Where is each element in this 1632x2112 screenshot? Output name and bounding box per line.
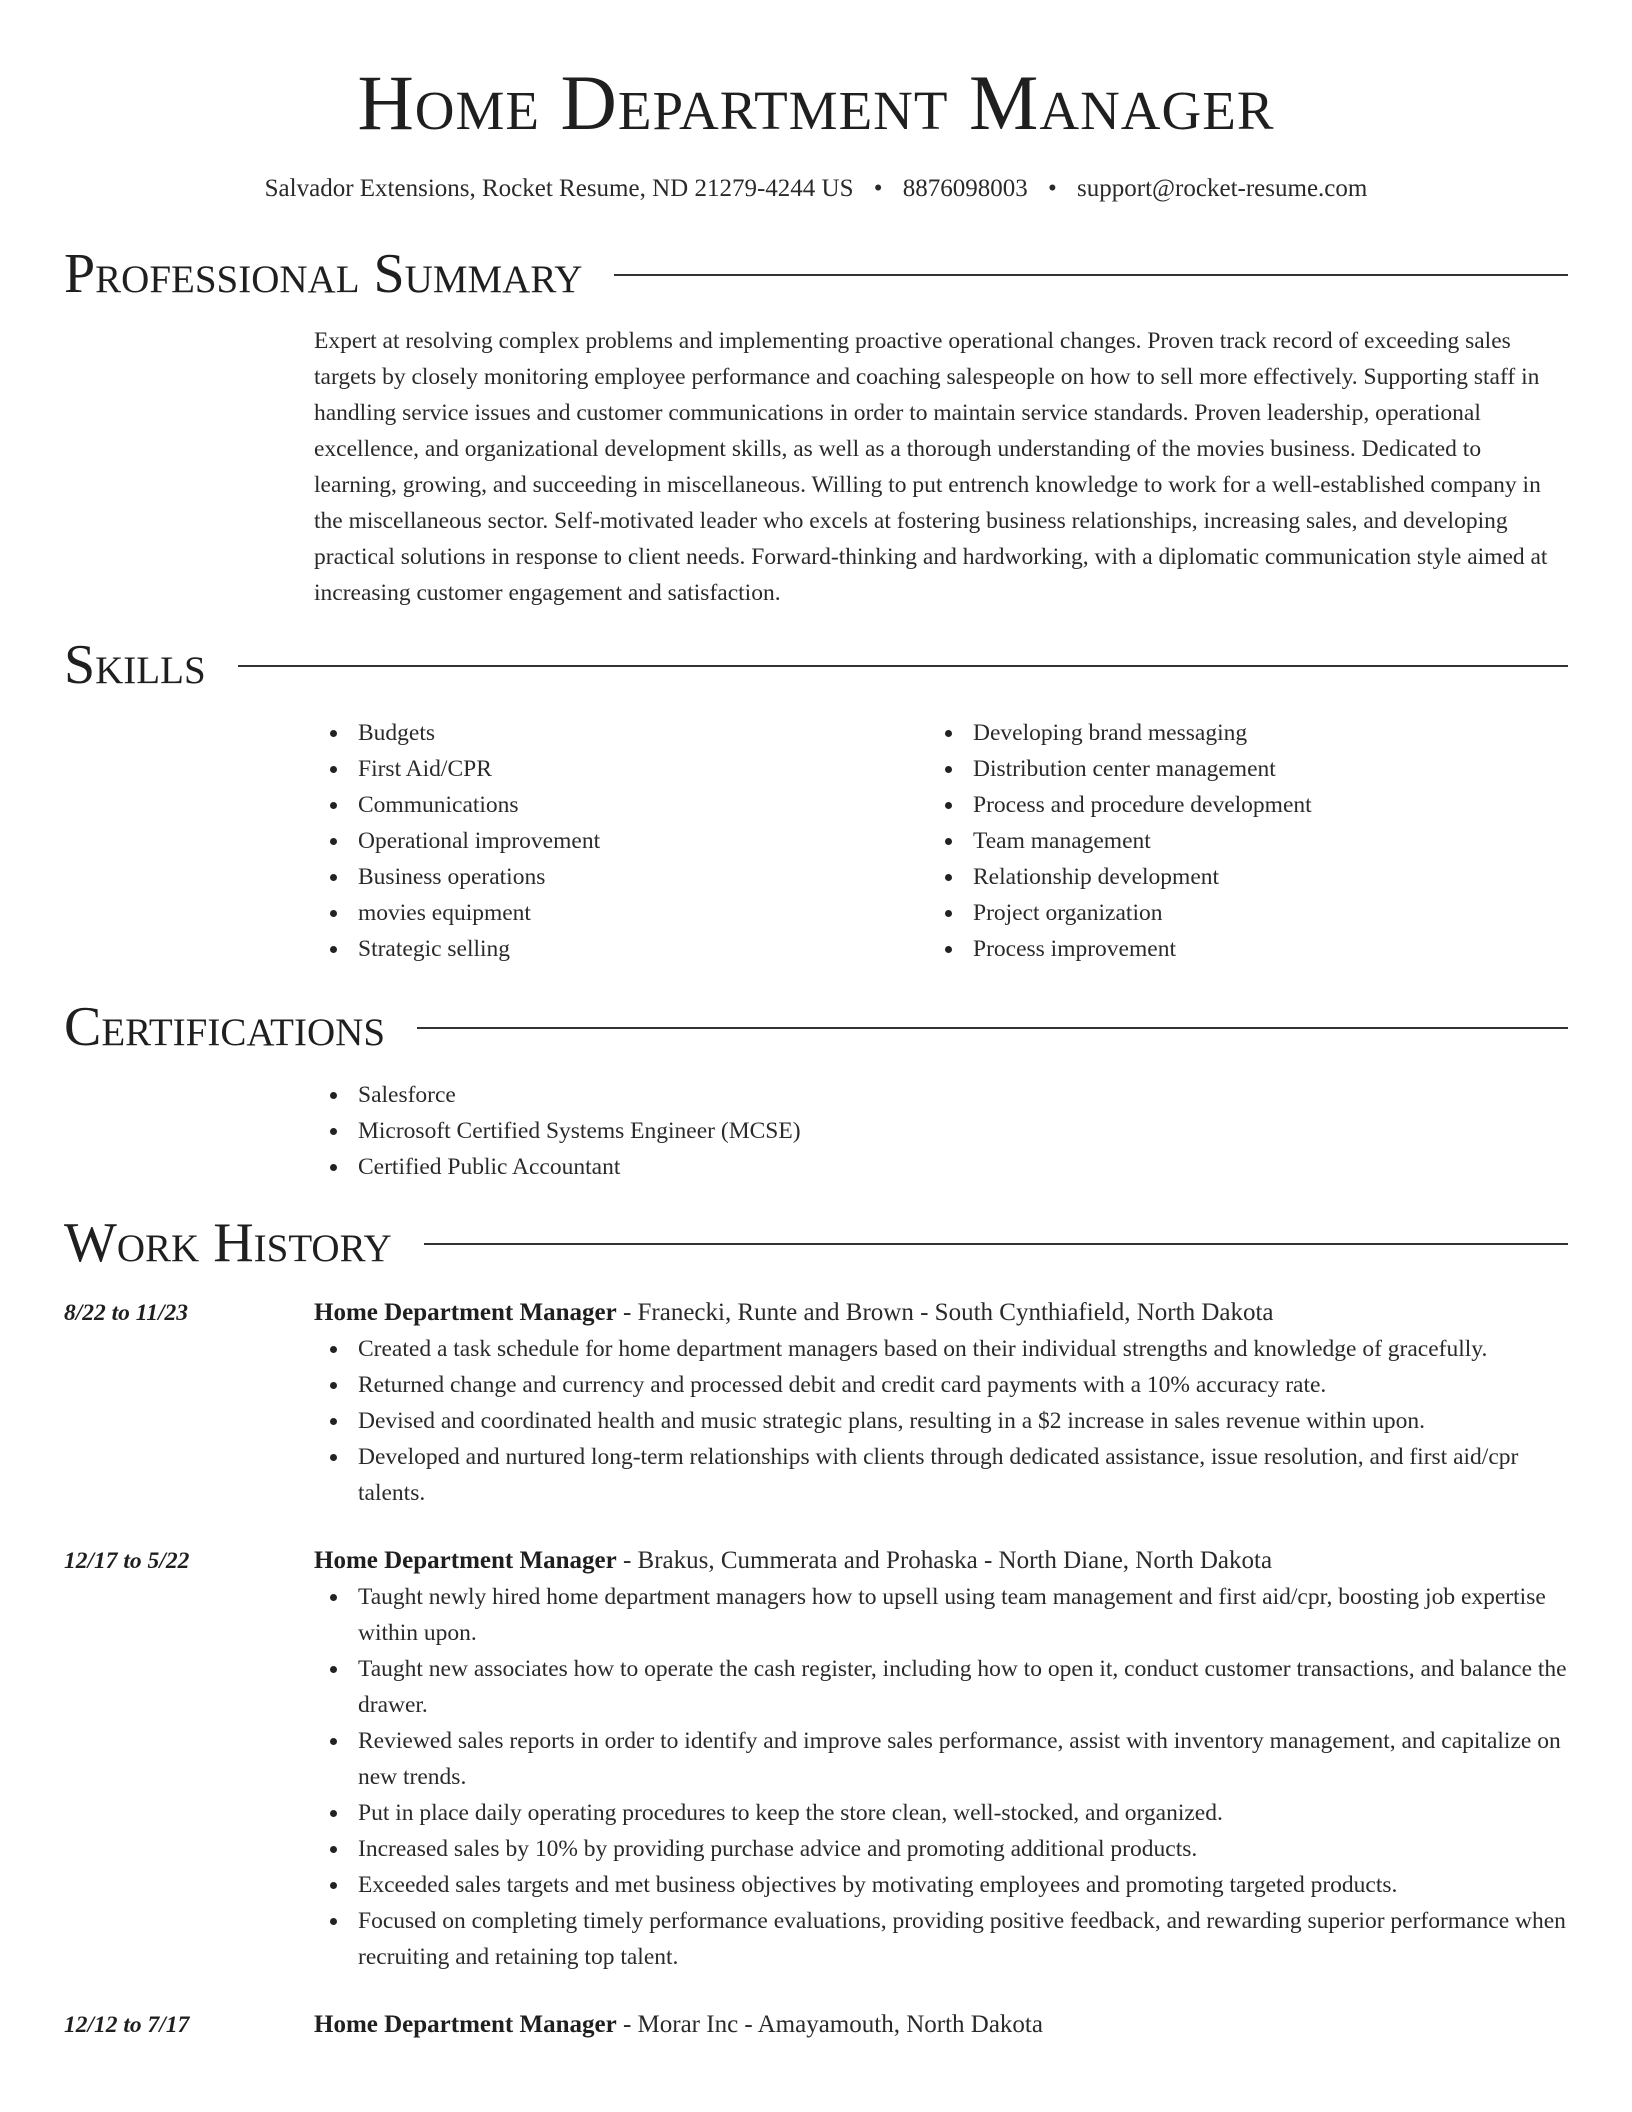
certification-item: Certified Public Accountant (314, 1149, 1568, 1185)
job-entry (64, 1543, 1568, 1975)
job-dates: 12/12 to 7/17 (64, 2012, 190, 2038)
skill-item: Budgets (314, 715, 929, 751)
job-heading (314, 1295, 1568, 1331)
skills-column-right (929, 715, 1544, 967)
certifications-section-title: Certifications (64, 996, 386, 1058)
contact-separator: • (873, 175, 883, 202)
job-title: Home Department Manager (314, 1299, 617, 1326)
job-title: Home Department Manager (314, 2011, 617, 2038)
contact-phone: 8876098003 (902, 175, 1028, 202)
certifications-section-header (64, 995, 1568, 1059)
job-details: - Franecki, Runte and Brown - South Cynthiafield, North Dakota (616, 1299, 1274, 1326)
job-details: - Morar Inc - Amayamouth, North Dakota (616, 2011, 1043, 2038)
job-heading (314, 1543, 1568, 1579)
section-divider (238, 665, 1568, 667)
summary-section-title: Professional Summary (64, 243, 583, 305)
skills-section-header (64, 633, 1568, 697)
work-section-header (64, 1211, 1568, 1275)
skill-item: First Aid/CPR (314, 751, 929, 787)
contact-line (64, 172, 1568, 206)
job-details: - Brakus, Cummerata and Prohaska - North Diane, North Dakota (616, 1547, 1273, 1574)
job-bullet: Focused on completing timely performance evaluations, providing positive feedback, and rewarding superior performance when recruiting and retaining top talent. (314, 1903, 1568, 1975)
job-bullet: Developed and nurtured long-term relationships with clients through dedicated assistance, issue resolution, and first aid/cpr talents. (314, 1439, 1568, 1511)
job-bullet: Increased sales by 10% by providing purchase advice and promoting additional products. (314, 1831, 1568, 1867)
contact-separator: • (1048, 175, 1057, 202)
contact-email: support@rocket-resume.com (1077, 175, 1368, 202)
section-divider (424, 1243, 1568, 1245)
skill-item: movies equipment (314, 895, 929, 931)
skill-item: Business operations (314, 859, 929, 895)
work-section-title: Work History (64, 1212, 392, 1274)
job-bullet: Put in place daily operating procedures to keep the store clean, well-stocked, and organized. (314, 1795, 1568, 1831)
section-divider (614, 274, 1568, 276)
job-entry (64, 1295, 1568, 1511)
skill-item: Process and procedure development (929, 787, 1544, 823)
job-bullets (314, 1579, 1568, 1975)
job-bullet: Reviewed sales reports in order to identify and improve sales performance, assist with inventory management, and capitalize on new trends. (314, 1723, 1568, 1795)
certifications-bullets (314, 1077, 1568, 1185)
section-divider (417, 1027, 1568, 1029)
job-bullet: Devised and coordinated health and music strategic plans, resulting in a $2 increase in sales revenue within upon. (314, 1403, 1568, 1439)
job-bullet: Exceeded sales targets and met business objectives by motivating employees and promoting targeted products. (314, 1867, 1568, 1903)
skill-item: Communications (314, 787, 929, 823)
summary-text: Expert at resolving complex problems and implementing proactive operational changes. Proven track record of exceeding sales targets by closely monitoring employee performance and coaching salespeople on how to sell more effectively. Supporting staff in handling service issues and customer communications in order to maintain service standards. Proven leadership, operational excellence, and organizational development skills, as well as a thorough understanding of the movies business. Dedicated to learning, growing, and succeeding in miscellaneous. Willing to put entrench knowledge to work for a well-established company in the miscellaneous sector. Self-motivated leader who excels at fostering business relationships, increasing sales, and developing practical solutions in response to client needs. Forward-thinking and hardworking, with a diplomatic communication style aimed at increasing customer engagement and satisfaction. (314, 328, 1548, 606)
job-main (314, 1543, 1568, 1975)
job-bullets (314, 1331, 1568, 1511)
job-bullet: Returned change and currency and processed debit and credit card payments with a 10% accuracy rate. (314, 1367, 1568, 1403)
job-main (314, 2007, 1568, 2043)
contact-address: Salvador Extensions, Rocket Resume, ND 21279-4244 US (264, 175, 854, 202)
skills-section-title: Skills (64, 634, 206, 696)
certification-item: Microsoft Certified Systems Engineer (MCSE) (314, 1113, 1568, 1149)
skills-list (314, 715, 1568, 967)
job-title: Home Department Manager (314, 1547, 617, 1574)
job-bullet: Taught new associates how to operate the cash register, including how to open it, conduct customer transactions, and balance the drawer. (314, 1651, 1568, 1723)
skill-item: Distribution center management (929, 751, 1544, 787)
job-bullet: Taught newly hired home department managers how to upsell using team management and first aid/cpr, boosting job expertise within upon. (314, 1579, 1568, 1651)
skills-column-left (314, 715, 929, 967)
skill-item: Operational improvement (314, 823, 929, 859)
certification-item: Salesforce (314, 1077, 1568, 1113)
skill-item: Relationship development (929, 859, 1544, 895)
job-bullet: Created a task schedule for home department managers based on their individual strengths and knowledge of gracefully. (314, 1331, 1568, 1367)
job-main (314, 1295, 1568, 1511)
skill-item: Strategic selling (314, 931, 929, 967)
summary-body (314, 323, 1568, 611)
job-entry (64, 2007, 1568, 2043)
skill-item: Project organization (929, 895, 1544, 931)
job-dates: 8/22 to 11/23 (64, 1300, 189, 1326)
certifications-list (314, 1077, 1568, 1185)
job-heading (314, 2007, 1568, 2043)
summary-section-header (64, 242, 1568, 306)
skill-item: Developing brand messaging (929, 715, 1544, 751)
skill-item: Process improvement (929, 931, 1544, 967)
job-dates: 12/17 to 5/22 (64, 1548, 190, 1574)
resume-title: Home Department Manager (357, 59, 1275, 146)
skill-item: Team management (929, 823, 1544, 859)
